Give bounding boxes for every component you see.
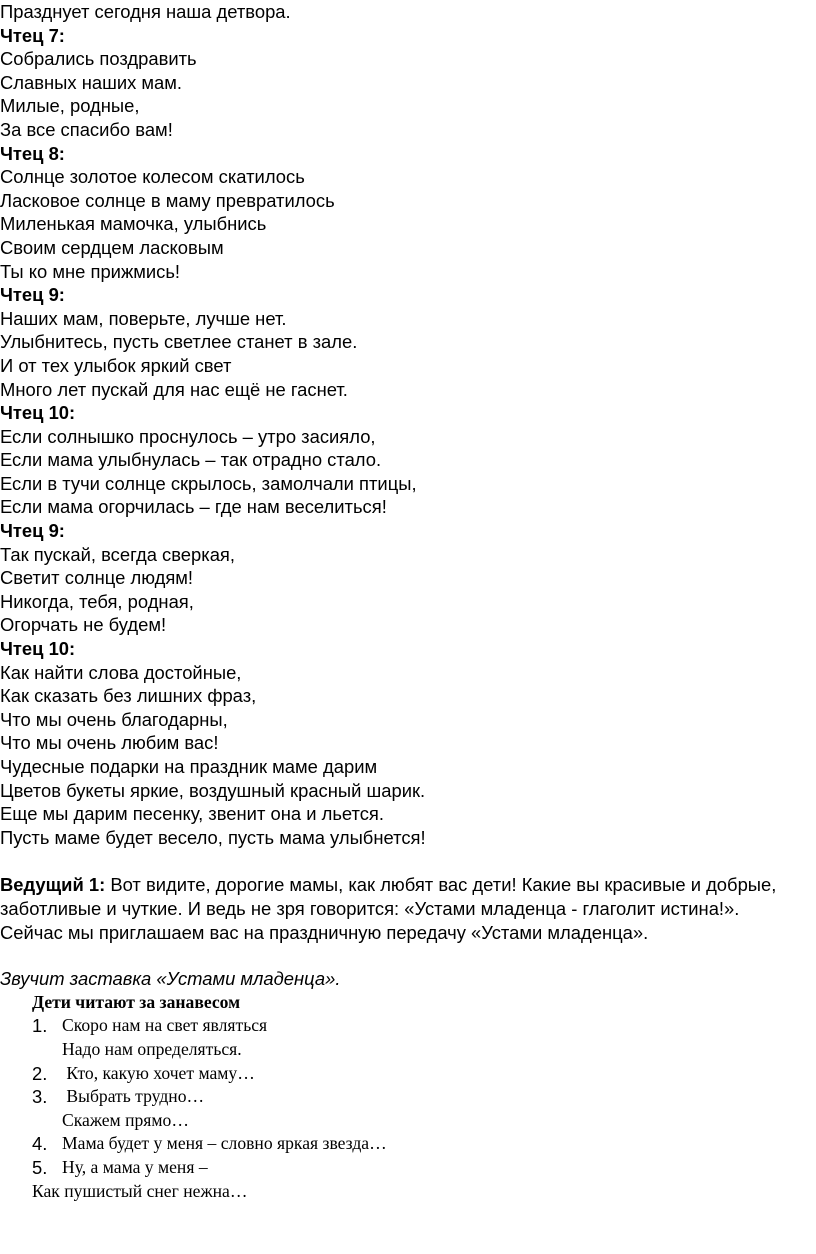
poem-line: Как найти слова достойные,	[0, 661, 242, 683]
poem-line: Никогда, тебя, родная,	[0, 590, 194, 612]
list-item-number: 1.	[32, 1015, 48, 1037]
poem-line: Огорчать не будем!	[0, 614, 167, 636]
poem-line: Миленькая мамочка, улыбнись	[0, 213, 267, 235]
list-item-text: Мама будет у меня – словно яркая звезда…	[62, 1133, 387, 1154]
poem-line: Что мы очень любим вас!	[0, 732, 219, 754]
poem-line: Что мы очень благодарны,	[0, 708, 228, 730]
curtain-list	[0, 1014, 816, 1179]
list-item	[0, 1062, 816, 1086]
poem-line: Светит солнце людям!	[0, 567, 194, 589]
speaker-label: Чтец 8:	[0, 142, 65, 164]
poem-line: Если в тучи солнце скрылось, замолчали птицы,	[0, 472, 417, 494]
poem-line: Если мама улыбнулась – так отрадно стало.	[0, 449, 382, 471]
host-speaker-label: Ведущий 1:	[0, 874, 106, 896]
poem-line: Милые, родные,	[0, 95, 140, 117]
curtain-heading: Дети читают за занавесом	[32, 991, 241, 1012]
speaker-label: Чтец 10:	[0, 402, 76, 424]
host-speech-text: Вот видите, дорогие мамы, как любят вас дети! Какие вы красивые и добрые, заботливые и чуткие. И ведь не зря говорится: «Устами младенца - глаголит истина!». Сейчас мы приглашаем вас на праздничную передачу «Устами младенца».	[0, 874, 777, 943]
poem-line: Славных наших мам.	[0, 71, 183, 93]
list-item-text: Выбрать трудно…	[62, 1086, 205, 1107]
curtain-tail-line: Как пушистый снег нежна…	[32, 1180, 248, 1201]
poem-line: Чудесные подарки на праздник маме дарим	[0, 756, 378, 777]
poem-line: Ласковое солнце в маму превратилось	[0, 189, 335, 211]
list-item-continuation: Скажем прямо…	[62, 1109, 189, 1130]
list-item-continuation: Надо нам определяться.	[62, 1038, 242, 1059]
list-item	[0, 1132, 816, 1156]
poem-line: Своим сердцем ласковым	[0, 236, 224, 258]
list-item-text: Скоро нам на свет являться	[62, 1015, 268, 1036]
list-item	[0, 1014, 816, 1038]
list-item	[0, 1156, 816, 1180]
poem-line: Ты ко мне прижмись!	[0, 260, 181, 282]
poem-line: Как сказать без лишних фраз,	[0, 685, 257, 707]
list-item-number: 2.	[32, 1062, 48, 1084]
speaker-label: Чтец 10:	[0, 638, 76, 660]
curtain-section	[0, 991, 816, 1203]
list-item-number: 3.	[32, 1086, 48, 1108]
poem-line: Пусть маме будет весело, пусть мама улыбнется!	[0, 826, 426, 848]
poem-line: Солнце золотое колесом скатилось	[0, 166, 305, 188]
list-item-text: Кто, какую хочет маму…	[62, 1062, 255, 1083]
list-item-number: 4.	[32, 1133, 48, 1155]
poem-line: Празднует сегодня наша детвора.	[0, 1, 291, 22]
poem-line: И от тех улыбок яркий свет	[0, 354, 232, 376]
poem-line: Собрались поздравить	[0, 48, 197, 70]
list-item	[0, 1085, 816, 1109]
speaker-label: Чтец 9:	[0, 284, 65, 306]
poem-line: Так пускай, всегда сверкая,	[0, 543, 236, 565]
speaker-label: Чтец 9:	[0, 520, 65, 542]
poem-line: Если солнышко проснулось – утро засияло,	[0, 425, 376, 447]
poem-line: Еще мы дарим песенку, звенит она и льется.	[0, 803, 385, 825]
speaker-label: Чтец 7:	[0, 24, 65, 46]
stage-direction: Звучит заставка «Устами младенца».	[0, 968, 341, 990]
list-item-number: 5.	[32, 1156, 48, 1178]
poem-line: Цветов букеты яркие, воздушный красный шарик.	[0, 779, 426, 801]
poem-line: Наших мам, поверьте, лучше нет.	[0, 307, 287, 329]
host-paragraph	[0, 873, 806, 944]
list-item-text: Ну, а мама у меня –	[62, 1156, 208, 1177]
poem-line: Если мама огорчилась – где нам веселиться!	[0, 496, 387, 518]
poem-line: Улыбнитесь, пусть светлее станет в зале.	[0, 331, 358, 353]
poem-line: За все спасибо вам!	[0, 118, 173, 140]
poem-line: Много лет пускай для нас ещё не гаснет.	[0, 378, 348, 400]
